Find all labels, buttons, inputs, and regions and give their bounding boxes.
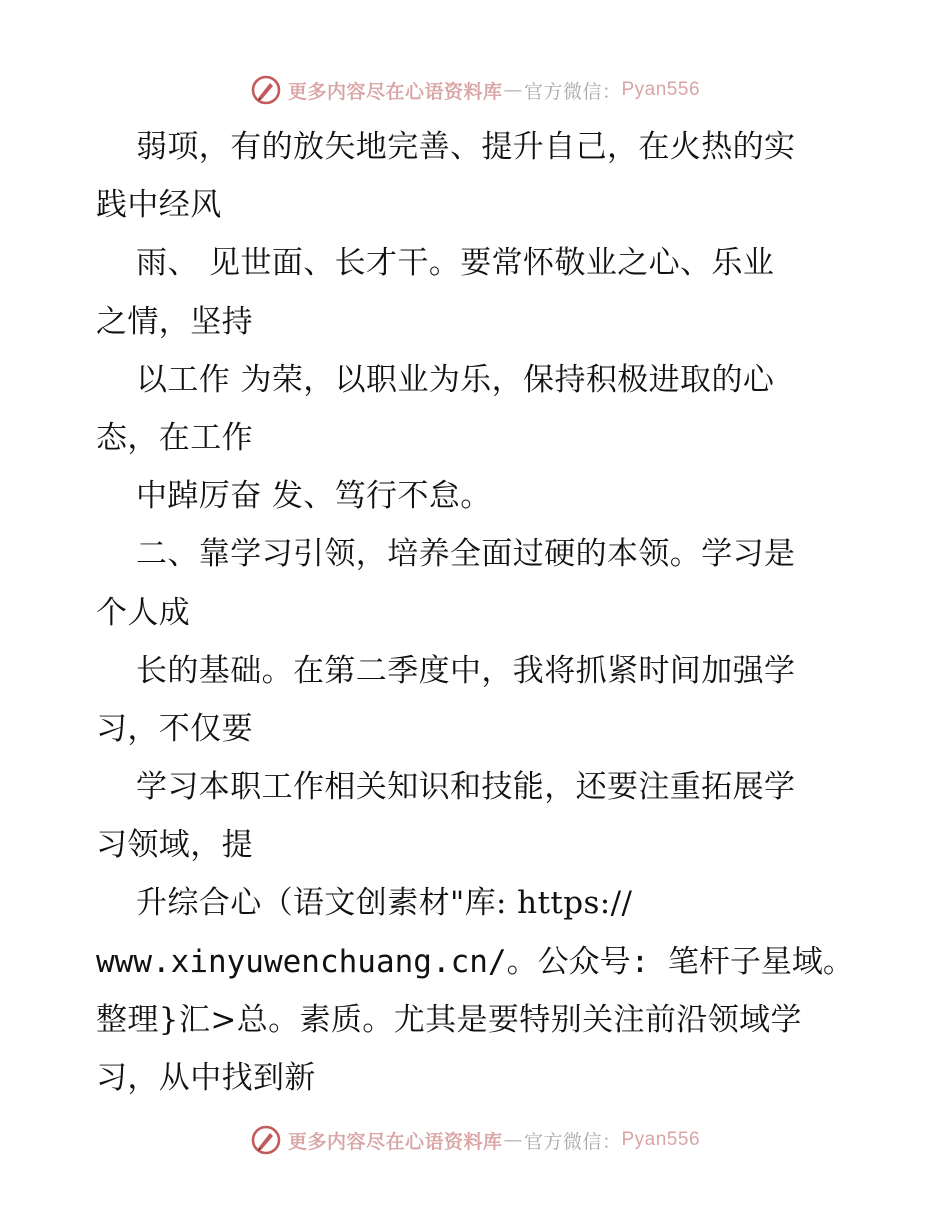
banner-main-text: 更多内容尽在心语资料库 (287, 1130, 503, 1153)
body-line: 升综合心（语文创素材"库: https:// (136, 885, 633, 922)
body-line: 中踔厉奋 发、笃行不怠。 (136, 478, 492, 515)
document-body (96, 118, 866, 1107)
body-line: 弱项，有的放矢地完善、提升自己，在火热的实 (136, 129, 796, 165)
banner-wechat-label: 官方微信： (523, 1130, 622, 1153)
body-line: 习，不仅要 (96, 710, 253, 747)
body-line: 个人成 (96, 594, 191, 631)
banner-dash: — (503, 1129, 523, 1151)
body-line: 整理}汇>总。素质。尤其是要特别关注前沿领域学 (96, 1001, 802, 1038)
body-line: 长的基础。在第二季度中，我将抓紧时间加强学 (136, 652, 796, 689)
body-line: 态，在工作 (96, 419, 253, 456)
banner-dash: — (503, 79, 523, 101)
banner-wechat-id: Pyan556 (621, 1129, 701, 1150)
header-banner (0, 70, 950, 110)
banner-wechat-label: 官方微信： (523, 80, 622, 103)
body-line: 习，从中找到新 (96, 1060, 316, 1096)
pen-circle-logo-icon (250, 1124, 282, 1156)
body-line: 雨、 见世面、长才干。要常怀敬业之心、乐业 (136, 245, 775, 282)
banner-wechat-id: Pyan556 (621, 79, 701, 100)
body-line: 践中经风 (96, 187, 222, 224)
banner-main-text: 更多内容尽在心语资料库 (287, 80, 503, 103)
body-line: 二、靠学习引领，培养全面过硬的本领。学习是 (136, 536, 796, 573)
pen-circle-logo-icon (250, 74, 282, 106)
body-line-url: www.xinyuwenchuang.cn/。公众号: 笔杆子星域。 (96, 943, 854, 980)
body-line: 习领域，提 (96, 827, 253, 864)
footer-banner (0, 1120, 950, 1160)
body-line: 之情，坚持 (96, 303, 253, 340)
body-line: 以工作 为荣，以职业为乐，保持积极进取的心 (136, 361, 775, 398)
body-line: 学习本职工作相关知识和技能，还要注重拓展学 (136, 769, 796, 806)
